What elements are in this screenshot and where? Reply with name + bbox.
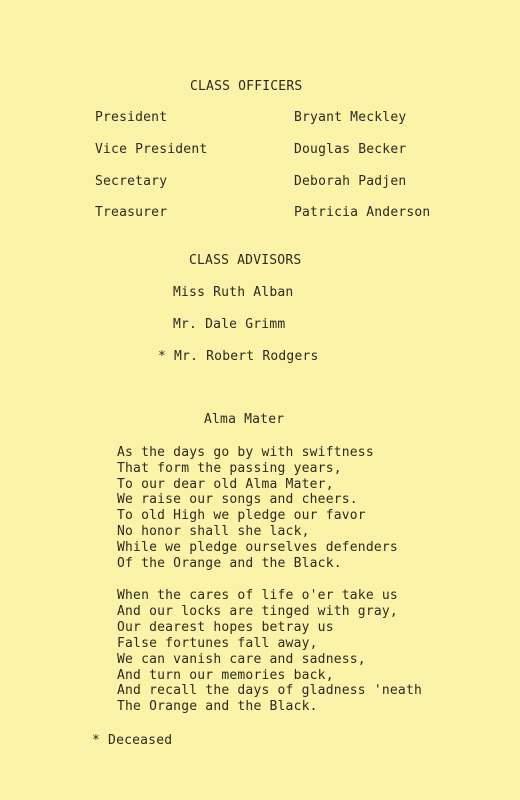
- officer-name-secretary: Deborah Padjen: [294, 174, 407, 189]
- officer-role-vice-president: Vice President: [95, 142, 208, 157]
- advisor-name: * Mr. Robert Rodgers: [158, 349, 319, 364]
- poem-line: And turn our memories back,: [117, 668, 334, 683]
- poem-line: Of the Orange and the Black.: [117, 556, 342, 571]
- advisors-heading: CLASS ADVISORS: [189, 253, 302, 268]
- advisor-name: Mr. Dale Grimm: [173, 317, 286, 332]
- officer-role-secretary: Secretary: [95, 174, 168, 189]
- deceased-footnote: * Deceased: [92, 733, 173, 748]
- poem-line: To old High we pledge our favor: [117, 508, 366, 523]
- poem-line: Our dearest hopes betray us: [117, 620, 334, 635]
- officers-heading: CLASS OFFICERS: [190, 79, 303, 94]
- alma-mater-title: Alma Mater: [204, 412, 285, 427]
- poem-line: We can vanish care and sadness,: [117, 652, 366, 667]
- poem-line: While we pledge ourselves defenders: [117, 540, 398, 555]
- officer-role-president: President: [95, 110, 168, 125]
- poem-line: The Orange and the Black.: [117, 699, 318, 714]
- officer-name-president: Bryant Meckley: [294, 110, 407, 125]
- poem-line: To our dear old Alma Mater,: [117, 477, 334, 492]
- poem-line: As the days go by with swiftness: [117, 445, 374, 460]
- advisor-name: Miss Ruth Alban: [173, 285, 294, 300]
- poem-line: When the cares of life o'er take us: [117, 588, 398, 603]
- officer-role-treasurer: Treasurer: [95, 205, 168, 220]
- officer-name-treasurer: Patricia Anderson: [294, 205, 431, 220]
- officer-name-vice-president: Douglas Becker: [294, 142, 407, 157]
- poem-line: And our locks are tinged with gray,: [117, 604, 398, 619]
- poem-line: False fortunes fall away,: [117, 636, 318, 651]
- poem-line: That form the passing years,: [117, 461, 342, 476]
- poem-line: No honor shall she lack,: [117, 524, 310, 539]
- poem-line: We raise our songs and cheers.: [117, 492, 358, 507]
- poem-line: And recall the days of gladness 'neath: [117, 683, 423, 698]
